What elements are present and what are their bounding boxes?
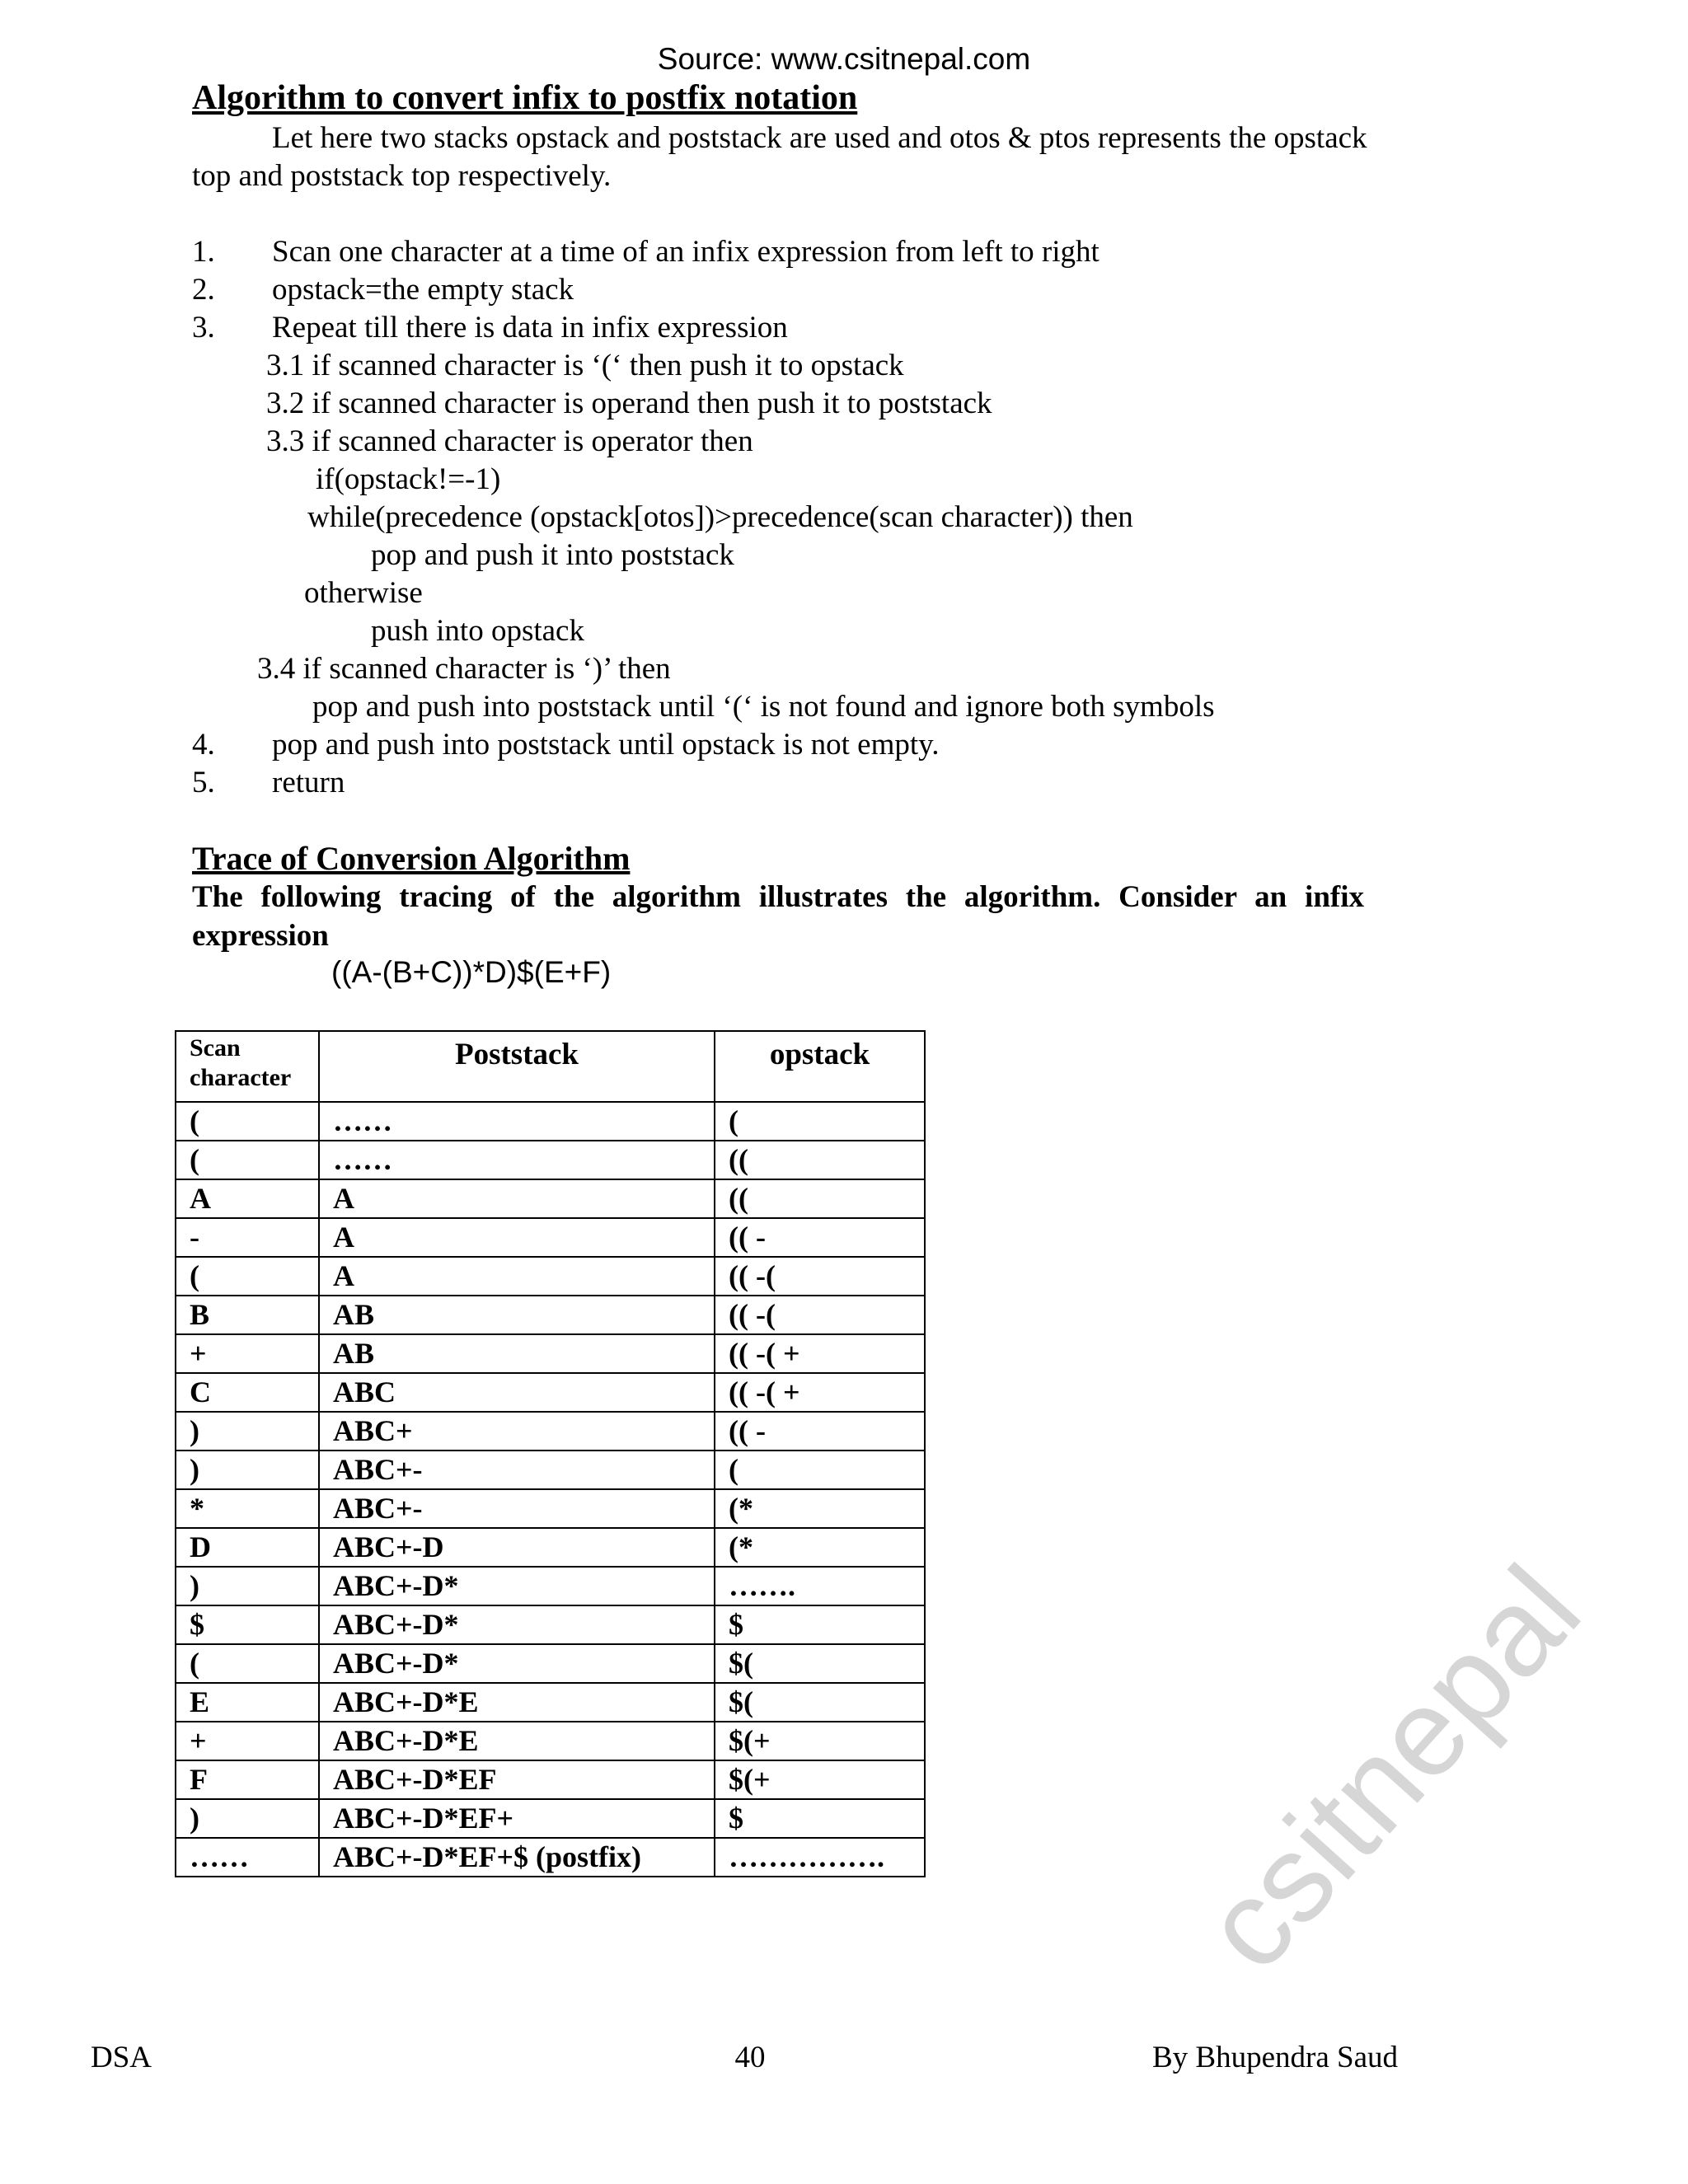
cell-opstack: $( — [715, 1683, 925, 1722]
cell-opstack: $(+ — [715, 1760, 925, 1799]
cell-scan-character: * — [176, 1489, 319, 1528]
step-text: opstack=the empty stack — [272, 273, 574, 307]
table-row — [176, 1334, 925, 1373]
step-3-1: 3.1 if scanned character is ‘(‘ then push it to opstack — [266, 349, 904, 382]
step-3-2: 3.2 if scanned character is operand then push it to poststack — [266, 387, 992, 420]
table-row — [176, 1605, 925, 1644]
cell-opstack: $ — [715, 1799, 925, 1838]
cell-scan-character: C — [176, 1373, 319, 1412]
cell-opstack: $(+ — [715, 1722, 925, 1760]
table-row — [176, 1179, 925, 1218]
cell-opstack: (( -( — [715, 1296, 925, 1334]
table-row — [176, 1528, 925, 1567]
cell-scan-character: ) — [176, 1412, 319, 1451]
cell-opstack: (( - — [715, 1412, 925, 1451]
cell-scan-character: F — [176, 1760, 319, 1799]
step-number: 1. — [192, 235, 215, 269]
trace-table-body — [176, 1102, 925, 1877]
cell-poststack: AB — [319, 1334, 715, 1373]
cell-scan-character: - — [176, 1218, 319, 1257]
cell-opstack: $( — [715, 1644, 925, 1683]
table-row — [176, 1257, 925, 1296]
cell-poststack: ABC+ — [319, 1412, 715, 1451]
cell-opstack: (* — [715, 1528, 925, 1567]
cell-poststack: ABC+-D*EF+$ (postfix) — [319, 1838, 715, 1877]
step-otherwise: otherwise — [304, 576, 423, 610]
cell-opstack: (( -( + — [715, 1334, 925, 1373]
cell-opstack: (( - — [715, 1218, 925, 1257]
cell-scan-character: ) — [176, 1567, 319, 1605]
step-pop-until: pop and push into poststack until ‘(‘ is not found and ignore both symbols — [312, 690, 1215, 724]
cell-scan-character: ) — [176, 1451, 319, 1489]
cell-opstack: ……. — [715, 1567, 925, 1605]
cell-scan-character: A — [176, 1179, 319, 1218]
table-row — [176, 1102, 925, 1141]
table-row — [176, 1838, 925, 1877]
cell-opstack: (( -( — [715, 1257, 925, 1296]
table-row — [176, 1373, 925, 1412]
table-row — [176, 1218, 925, 1257]
step-pop-push: pop and push it into poststack — [371, 538, 734, 572]
source-line: Source: www.csitnepal.com — [657, 42, 1031, 76]
table-row — [176, 1683, 925, 1722]
cell-scan-character: + — [176, 1722, 319, 1760]
table-row — [176, 1451, 925, 1489]
cell-scan-character: E — [176, 1683, 319, 1722]
step-number: 3. — [192, 311, 215, 344]
heading-infix-to-postfix: Algorithm to convert infix to postfix notation — [192, 79, 858, 117]
intro-paragraph — [192, 120, 1371, 195]
cell-poststack: ABC — [319, 1373, 715, 1412]
step-push-opstack: push into opstack — [371, 614, 584, 648]
step-text: pop and push into poststack until opstack is not empty. — [272, 728, 940, 762]
step-number: 2. — [192, 273, 215, 307]
footer-course: DSA — [91, 2041, 152, 2074]
table-row — [176, 1799, 925, 1838]
intro-text: Let here two stacks opstack and poststack are used and otos & ptos represents the opstack top and poststack top respectively. — [192, 121, 1367, 193]
cell-poststack: …… — [319, 1141, 715, 1179]
step-3-3: 3.3 if scanned character is operator then — [266, 424, 753, 458]
cell-poststack: ABC+-D*EF — [319, 1760, 715, 1799]
cell-poststack: AB — [319, 1296, 715, 1334]
step-if-opstack: if(opstack!=-1) — [316, 462, 501, 496]
table-row — [176, 1489, 925, 1528]
cell-scan-character: D — [176, 1528, 319, 1567]
footer-author: By Bhupendra Saud — [1152, 2041, 1399, 2074]
step-text: return — [272, 766, 345, 799]
cell-scan-character: ( — [176, 1257, 319, 1296]
cell-scan-character: + — [176, 1334, 319, 1373]
cell-scan-character: $ — [176, 1605, 319, 1644]
table-header-row — [176, 1031, 925, 1102]
cell-opstack: ……………. — [715, 1838, 925, 1877]
cell-scan-character: …… — [176, 1838, 319, 1877]
footer-page-number: 40 — [734, 2041, 766, 2074]
trace-intro-paragraph: The following tracing of the algorithm illustrates the algorithm. Consider an infix expression — [192, 880, 1364, 953]
cell-scan-character: ) — [176, 1799, 319, 1838]
cell-poststack: ABC+-D — [319, 1528, 715, 1567]
cell-poststack: ABC+-D* — [319, 1605, 715, 1644]
header-opstack: opstack — [715, 1031, 925, 1102]
heading-trace: Trace of Conversion Algorithm — [192, 840, 631, 877]
header-scan-character: Scan character — [176, 1031, 319, 1102]
cell-poststack: A — [319, 1257, 715, 1296]
cell-opstack: (( -( + — [715, 1373, 925, 1412]
infix-expression: ((A-(B+C))*D)$(E+F) — [331, 955, 612, 989]
watermark-logo: csitnepal — [1176, 1540, 1606, 1996]
cell-opstack: (( — [715, 1141, 925, 1179]
cell-opstack: (* — [715, 1489, 925, 1528]
step-number: 5. — [192, 766, 215, 799]
cell-opstack: ( — [715, 1102, 925, 1141]
step-number: 4. — [192, 728, 215, 762]
table-row — [176, 1567, 925, 1605]
header-poststack: Poststack — [319, 1031, 715, 1102]
step-text: Scan one character at a time of an infix expression from left to right — [272, 235, 1100, 269]
cell-opstack: ( — [715, 1451, 925, 1489]
cell-poststack: …… — [319, 1102, 715, 1141]
cell-poststack: ABC+- — [319, 1489, 715, 1528]
trace-table — [175, 1030, 926, 1877]
step-3-4: 3.4 if scanned character is ‘)’ then — [257, 652, 671, 686]
table-row — [176, 1412, 925, 1451]
cell-poststack: A — [319, 1179, 715, 1218]
table-row — [176, 1760, 925, 1799]
cell-poststack: ABC+-D* — [319, 1567, 715, 1605]
table-row — [176, 1141, 925, 1179]
step-text: Repeat till there is data in infix expression — [272, 311, 788, 344]
cell-poststack: ABC+-D*E — [319, 1683, 715, 1722]
cell-poststack: ABC+-D*EF+ — [319, 1799, 715, 1838]
cell-scan-character: ( — [176, 1644, 319, 1683]
table-row — [176, 1722, 925, 1760]
cell-opstack: $ — [715, 1605, 925, 1644]
cell-scan-character: ( — [176, 1141, 319, 1179]
cell-scan-character: B — [176, 1296, 319, 1334]
cell-poststack: ABC+-D* — [319, 1644, 715, 1683]
cell-scan-character: ( — [176, 1102, 319, 1141]
cell-poststack: ABC+- — [319, 1451, 715, 1489]
cell-opstack: (( — [715, 1179, 925, 1218]
cell-poststack: A — [319, 1218, 715, 1257]
step-while: while(precedence (opstack[otos])>precedence(scan character)) then — [307, 500, 1133, 534]
cell-poststack: ABC+-D*E — [319, 1722, 715, 1760]
table-row — [176, 1296, 925, 1334]
table-row — [176, 1644, 925, 1683]
